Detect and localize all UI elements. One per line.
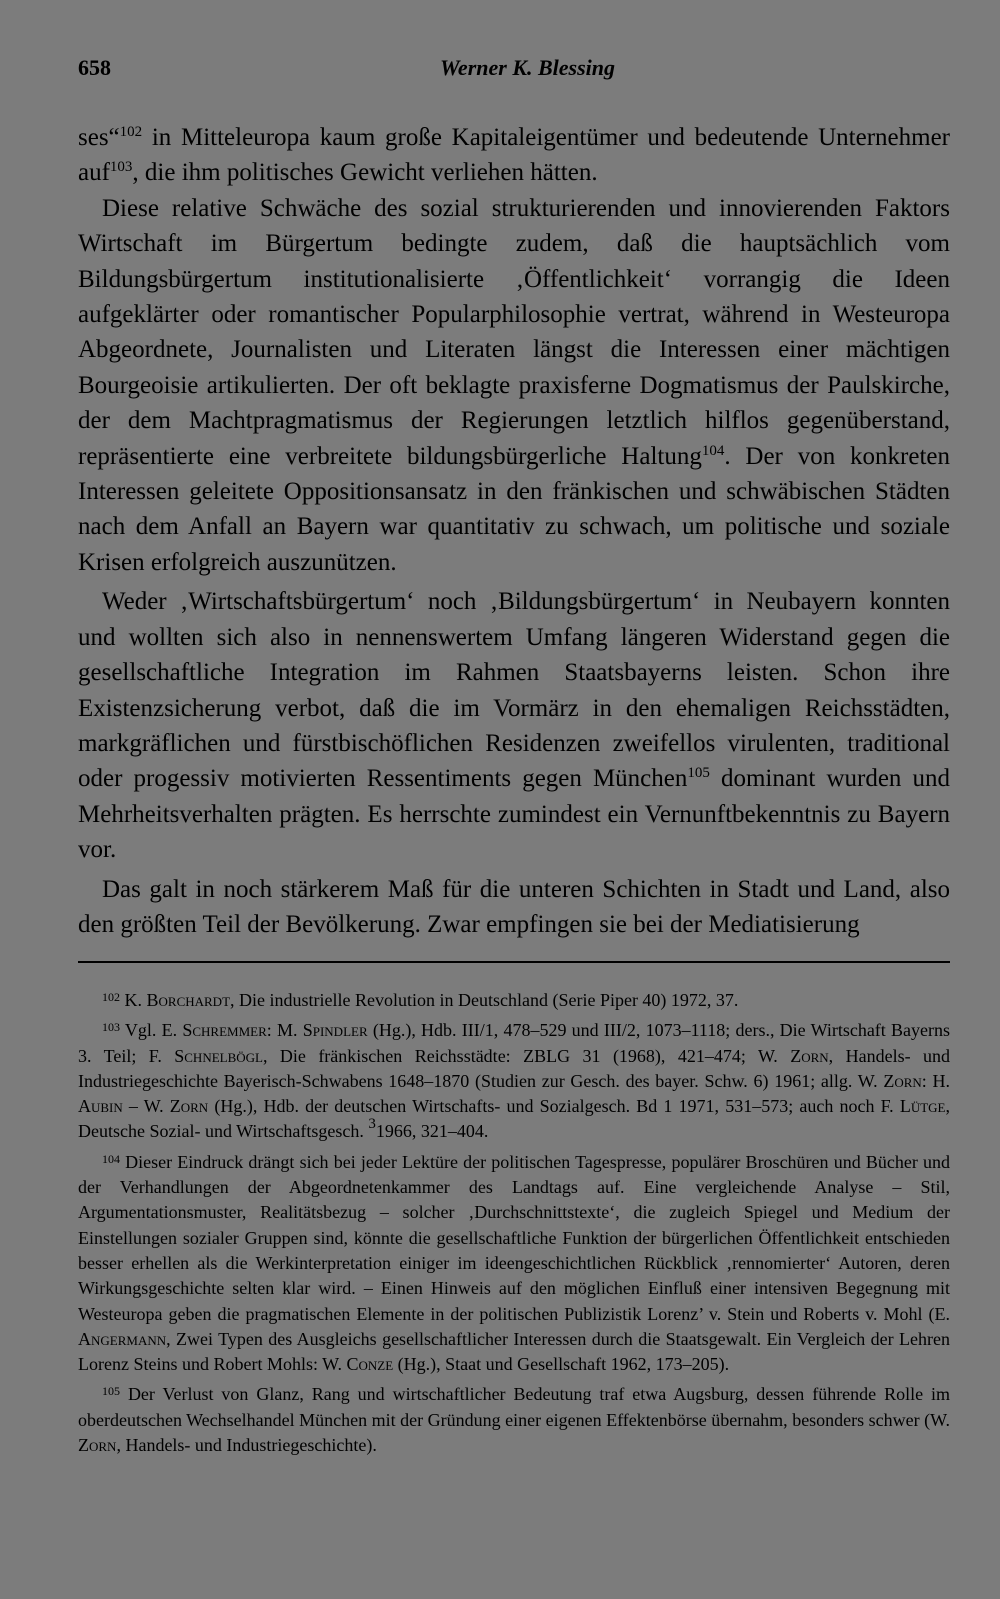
text-run: : M. [266, 1020, 303, 1041]
footnote-divider [78, 961, 950, 963]
paragraph-2 [78, 191, 950, 580]
text-run: – W. [122, 1096, 170, 1117]
author-name: Angermann [78, 1328, 167, 1349]
footnote-104 [78, 1150, 950, 1378]
footnote-105 [78, 1382, 950, 1458]
text-run: Vgl. E. [124, 1020, 183, 1041]
text-run: . Der von konkreten Interessen geleitete Oppositionsansatz in den fränkischen und schwäbischen Städten nach dem Anfall an Bayern war quantitativ zu schwach, um politische und soziale Krisen erfolgreich auszunützen. [78, 442, 950, 576]
text-run: , Handels- und Industriegeschichte Bayerisch-Schwabens 1648–1870 (Studien zur Gesch. des bayer. Schw. 6) 1961; allg. W. [78, 1045, 950, 1091]
footnote-number: 102 [102, 990, 120, 1004]
text-run: dominant wurden und Mehrheitsverhalten prägten. Es herrschte zumindest ein Vernunftbekenntnis zu Bayern vor. [78, 765, 950, 864]
text-run: , Zwei Typen des Ausgleichs gesellschaftlicher Interessen durch die Staatsgewalt. Ein Vergleich der Lehren Lorenz Steins und Robert Mohls: W. [78, 1328, 950, 1375]
footnote-ref-103: 103 [109, 159, 133, 176]
text-run: 1966, 321–404. [375, 1121, 489, 1142]
footnote-103 [78, 1018, 950, 1144]
author-name: Aubin [78, 1096, 123, 1117]
author-name: Zorn [790, 1045, 829, 1066]
text-run: , Die industrielle Revolution in Deutschland (Serie Piper 40) 1972, 37. [230, 990, 739, 1010]
author-name: Lütge [899, 1096, 946, 1117]
text-run: Weder ‚Wirtschaftsbürgertum‘ noch ‚Bildungsbürgertum‘ in Neubayern konnten und wollten sich also in nennenswertem Umfang längeren Widerstand gegen die gesellschaftliche Integration im Rahmen Staatsbayerns leisten. Schon ihre Existenzsicherung verbot, daß die im Vormärz in den ehemaligen Reichsstädten, markgräflichen und fürstbischöflichen Residenzen zweifellos virulenten, traditional oder progessiv motivierten Ressentiments gegen München [78, 588, 950, 793]
page-header [78, 55, 950, 91]
paragraph-3 [78, 584, 950, 867]
footnote-ref-105: 105 [687, 765, 710, 782]
text-run: , die ihm politisches Gewicht verliehen hätten. [132, 159, 598, 187]
footnote-ref-104: 104 [701, 442, 725, 459]
author-name: Spindler [302, 1020, 368, 1041]
text-run: (Hg.), Staat und Gesellschaft 1962, 173–205). [393, 1354, 730, 1375]
text-run: (Hg.), Hdb. der deutschen Wirtschafts- und Sozialgesch. Bd 1 1971, 531–573; auch noch F. [208, 1096, 900, 1117]
paragraph-4: Das galt in noch stärkerem Maß für die unteren Schichten in Stadt und Land, also den größten Teil der Bevölkerung. Zwar empfingen sie bei der Mediatisierung [78, 875, 950, 938]
text-run: Dieser Eindruck drängt sich bei jeder Lektüre der politischen Tagespresse, populärer Broschüren und Bücher und der Verhandlungen der Abgeordnetenkammer des Landtags auf. Eine vergleichende Analyse – Stil, Argumentationsmuster, Realitätsbezug – solcher ‚Durchschnittstexte‘, die zugleich Spiegel und Medium der Einstellungen sozialer Gruppen sind, könnte die gesellschaftliche Funktion der bürgerlichen Öffentlichkeit entschieden besser erhellen als die Werkinterpretation einiger im ideengeschichtlichen Rückblick ‚rennomierter‘ Autoren, deren Wirkungsgeschichte selten klar wird. – Einen Hinweis auf den möglichen Einfluß einer intensiven Begegnung mit Westeuropa geben die pragmatischen Elemente in der politischen Publizistik Lorenz’ v. Stein und Roberts v. Mohl (E. [78, 1151, 950, 1324]
author-name: Zorn [169, 1096, 209, 1117]
text-run: , Deutsche Sozial- und Wirtschaftsgesch. [78, 1096, 950, 1142]
text-run: ses“ [78, 124, 120, 151]
footnotes [78, 988, 950, 1463]
paragraph-1 [78, 120, 950, 191]
text-run: , Handels- und Industriegeschichte). [116, 1435, 377, 1456]
text-run: Diese relative Schwäche des sozial strukturierenden und innovierenden Faktors Wirtschaft im Bürgertum bedingte zudem, daß die hauptsächlich vom Bildungsbürgertum institutionalisierte ‚Öffentlichkeit‘ vorrangig die Ideen aufgeklärter oder romantischer Popularphilosophie vertrat, während in Westeuropa Abgeordnete, Journalisten und Literaten längst die Interessen einer mächtigen Bourgeoisie artikulierten. Der oft beklagte praxisferne Dogmatismus der Paulskirche, der dem Machtpragmatismus der Regierungen letztlich hilflos gegenüberstand, repräsentierte eine verbreitete bildungsbürgerliche Haltung [78, 194, 950, 470]
main-text [78, 120, 950, 942]
edition-number: 3 [368, 1116, 376, 1133]
text-run: , Die fränkischen Reichsstädte: ZBLG 31 (1968), 421–474; W. [262, 1045, 791, 1066]
author-name: Zorn [883, 1070, 922, 1091]
text-run: in Mitteleuropa kaum große Kapitaleigentümer und bedeutende Unternehmer auf [78, 124, 950, 187]
author-name: Schnelbögl [174, 1045, 263, 1066]
text-run: (Hg.), Hdb. III/1, 478–529 und III/2, 1073–1118; ders., Die Wirtschaft Bayerns 3. Teil; F. [78, 1020, 951, 1066]
text-run: Der Verlust von Glanz, Rang und wirtschaftlicher Bedeutung traf etwa Augsburg, dessen führende Rolle im oberdeutschen Wechselhandel München mit der Gründung einer eigenen Effektenbörse übernahm, besonders schwer (W. [78, 1384, 951, 1430]
text-run: K. [124, 990, 147, 1010]
author-name: Conze [346, 1354, 394, 1375]
footnote-ref-102: 102 [119, 124, 143, 140]
author-name: Schremmer [182, 1020, 267, 1041]
footnote-102 [78, 988, 950, 1013]
text-run: : H. [921, 1070, 951, 1091]
page-number: 658 [78, 55, 111, 80]
author-name: Borchardt [146, 990, 231, 1010]
running-head: Werner K. Blessing [440, 55, 616, 80]
footnote-number: 104 [102, 1151, 120, 1166]
footnote-number: 105 [102, 1384, 120, 1399]
author-name: Zorn [78, 1435, 117, 1456]
footnote-number: 103 [102, 1020, 120, 1035]
